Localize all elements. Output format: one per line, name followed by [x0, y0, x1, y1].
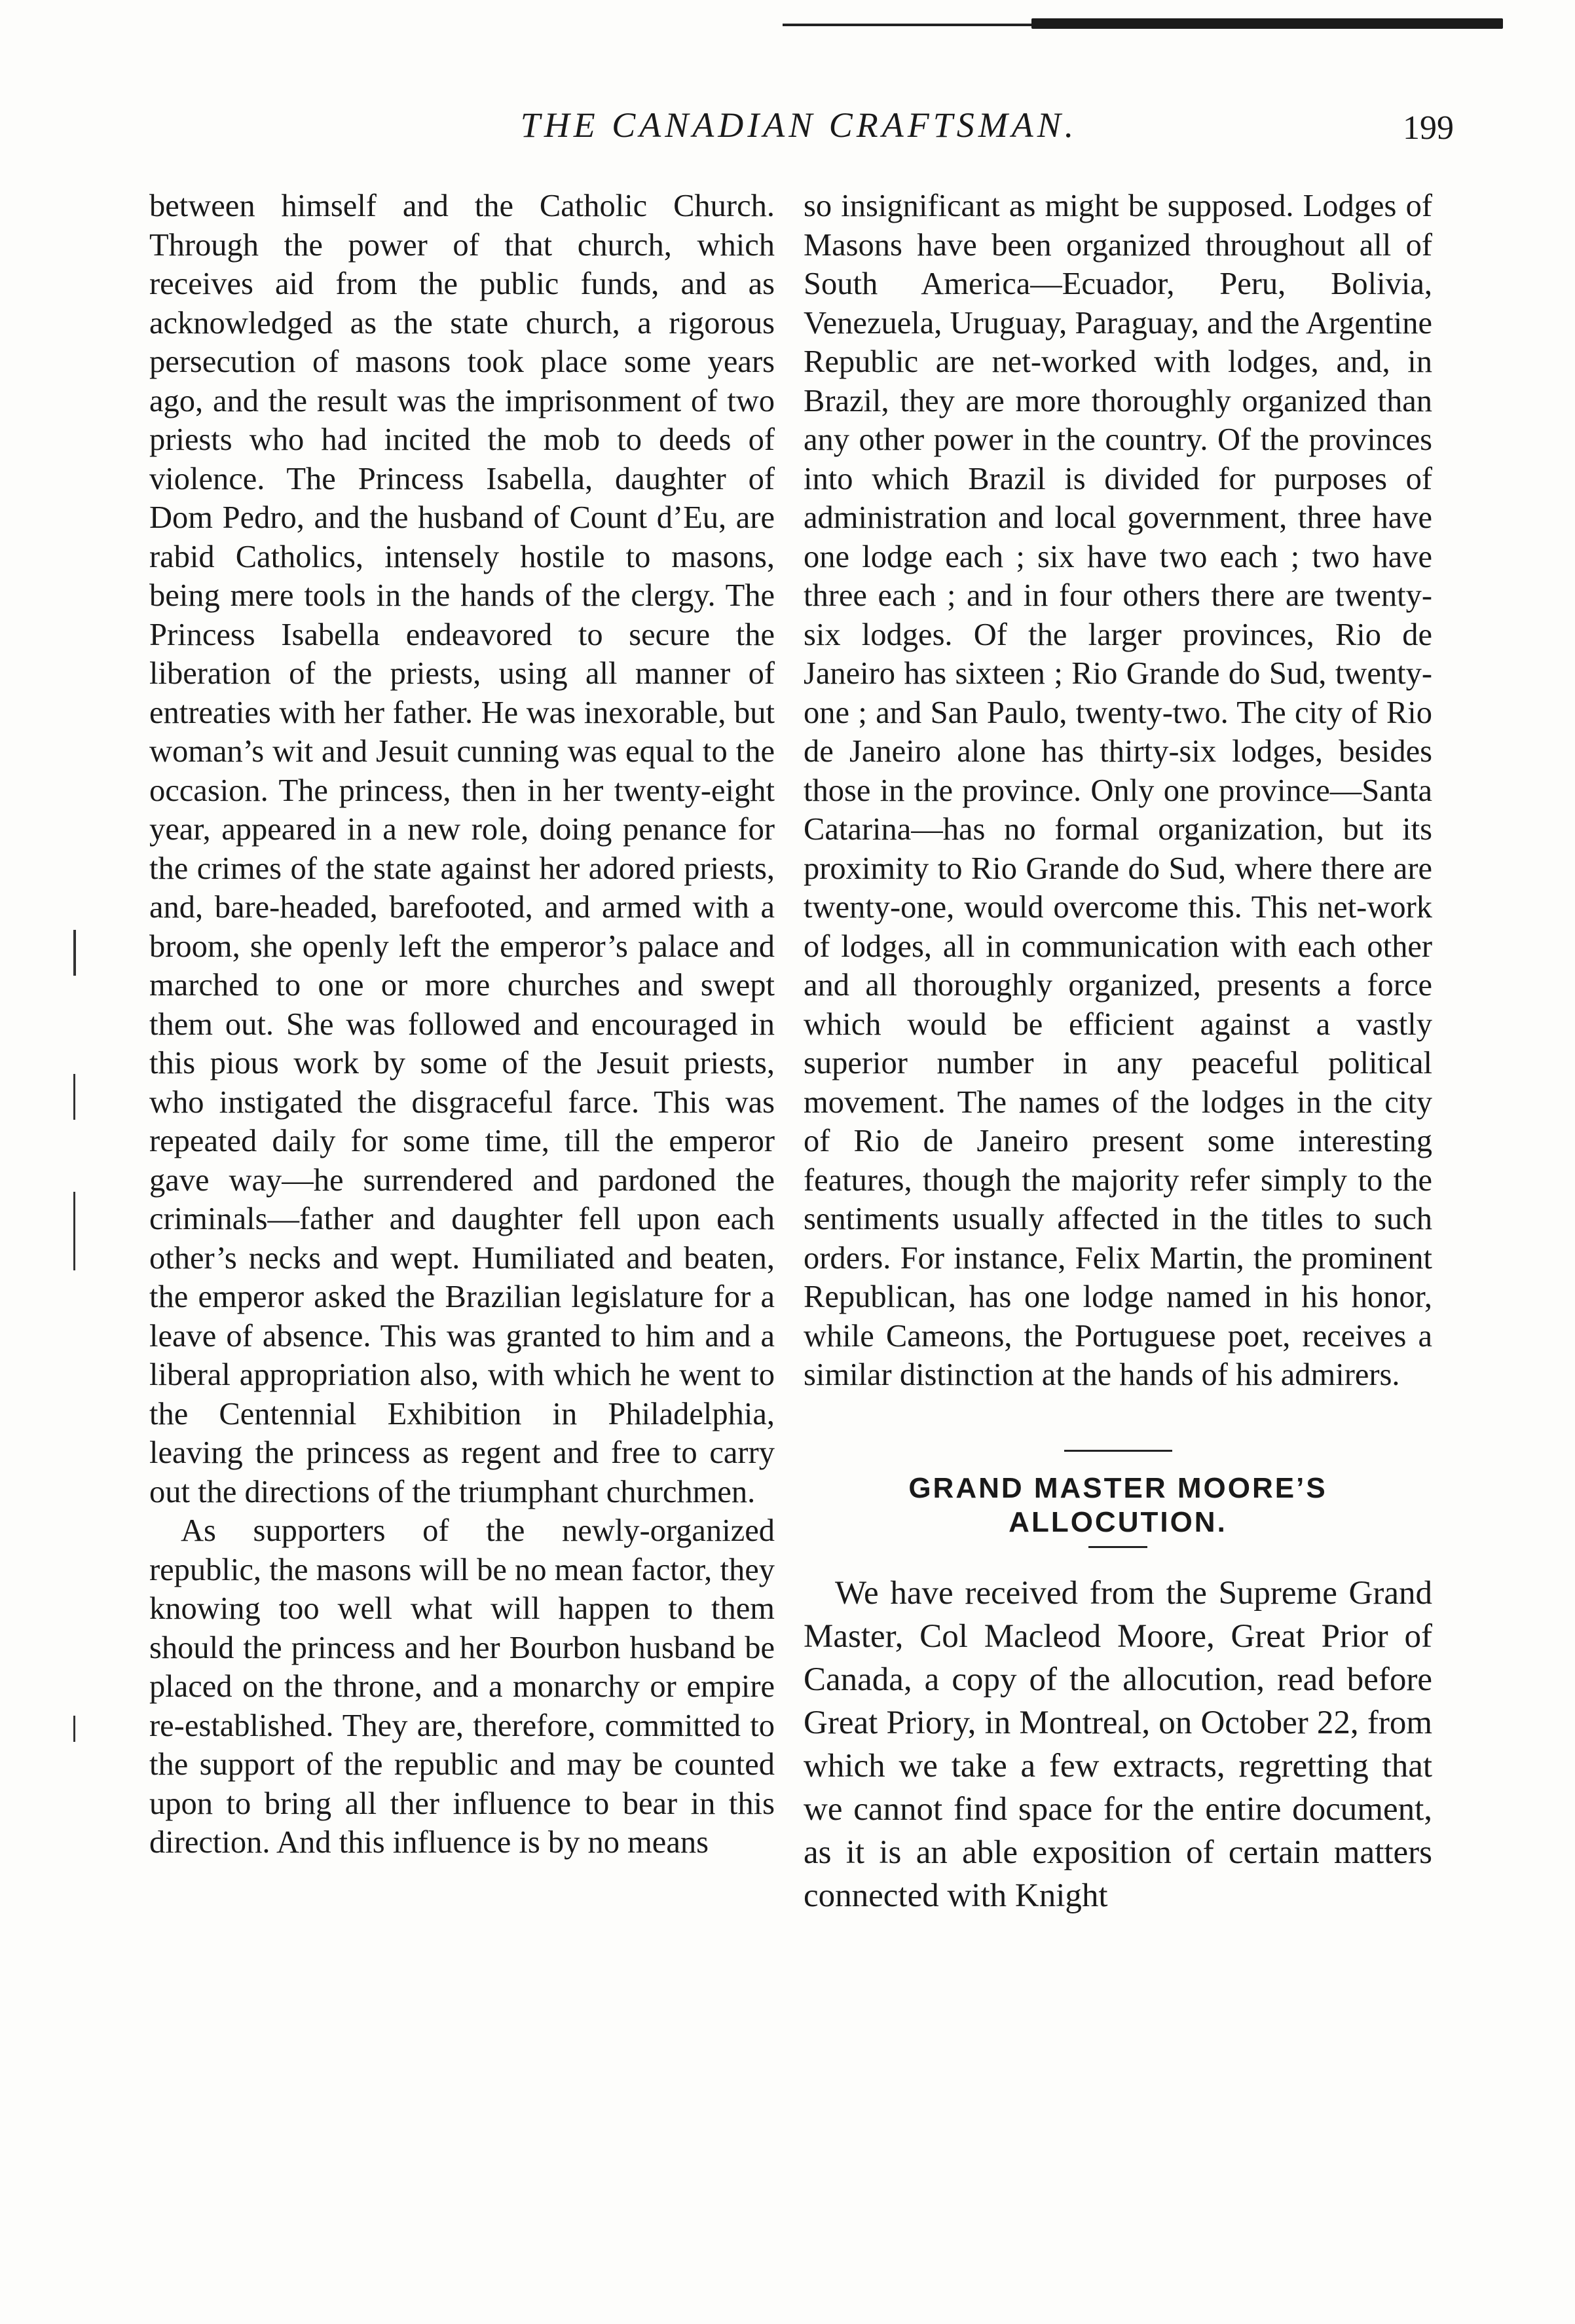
section-separator-rule [1064, 1450, 1172, 1452]
left-column [149, 187, 775, 1862]
page-number: 199 [1403, 109, 1454, 147]
left-paragraph-2: As supporters of the newly-organized republic, the masons will be no mean factor, they knowing too well what will happen to them should the princess and her Bourbon husband be placed on the throne, and a monarchy or empire re-established. They are, therefore, committed to the support of the republic and may be counted upon to bring all ther influence to bear in this direction. And this influence is by no means [149, 1513, 775, 1860]
margin-mark [73, 1192, 75, 1270]
section-heading: GRAND MASTER MOORE’S ALLOCUTION. [908, 1471, 1327, 1538]
page-header [0, 105, 1575, 164]
top-rule-thin [783, 24, 1058, 26]
top-border-rule [783, 14, 1503, 29]
right-column [804, 187, 1432, 1917]
right-paragraph-2: We have received from the Supreme Grand Master, Col Macleod Moore, Great Prior of Canada, a copy of the allocution, read before Great Priory, in Montreal, on October 22, from which we take a few extracts, regretting that we cannot find space for the entire document, as it is an able exposition of certain matters connected with Knight [804, 1574, 1432, 1914]
running-title: THE CANADIAN CRAFTSMAN. [520, 105, 1078, 145]
margin-mark [73, 1074, 75, 1120]
top-rule-thick [1031, 18, 1503, 29]
margin-mark [73, 930, 76, 976]
heading-underline-rule [1088, 1546, 1147, 1548]
right-paragraph-1: so insignificant as might be supposed. Lodges of Masons have been organized throughout all of South America—Ecuador, Peru, Bolivia, Venezuela, Uruguay, Paraguay, and the Argentine Republic are net-worked with lodges, and, in Brazil, they are more thoroughly organized than any other power in the country. Of the provinces into which Brazil is divided for purposes of administration and local government, three have one lodge each ; six have two each ; two have three each ; and in four others there are twenty-six lodges. Of the larger provinces, Rio de Janeiro has sixteen ; Rio Grande do Sud, twenty-one ; and San Paulo, twenty-two. The city of Rio de Janeiro alone has thirty-six lodges, besides those in the province. Only one province—Santa Catarina—has no formal organization, but its proximity to Rio Grande do Sud, where there are twenty-one, would overcome this. This net-work of lodges, all in communication with each other and all thoroughly organized, presents a force which would be efficient against a vastly superior number in any peaceful political movement. The names of the lodges in the city of Rio de Janeiro present some interesting features, though the majority refer simply to the sentiments usually affected in the titles to such orders. For instance, Felix Martin, the prominent Republican, has one lodge named in his honor, while Cameons, the Portuguese poet, receives a similar distinction at the hands of his admirers. [804, 189, 1432, 1392]
left-paragraph-1: between himself and the Catholic Church. Through the power of that church, which receives aid from the public funds, and as acknowledged as the state church, a rigorous persecution of masons took place some years ago, and the result was the imprisonment of two priests who had incited the mob to deeds of violence. The Princess Isabella, daughter of Dom Pedro, and the husband of Count d’Eu, are rabid Catholics, intensely hostile to masons, being mere tools in the hands of the clergy. The Princess Isabella endeavored to secure the liberation of the priests, using all manner of entreaties with her father. He was inexorable, but woman’s wit and Jesuit cunning was equal to the occasion. The princess, then in her twenty-eight year, appeared in a new role, doing penance for the crimes of the state against her adored priests, and, bare-headed, barefooted, and armed with a broom, she openly left the emperor’s palace and marched to one or more churches and swept them out. She was followed and encouraged in this pious work by some of the Jesuit priests, who instigated the disgraceful farce. This was repeated daily for some time, till the emperor gave way—he surrendered and pardoned the criminals—father and daughter fell upon each other’s necks and wept. Humiliated and beaten, the emperor asked the Brazilian legislature for a leave of absence. This was granted to him and a liberal appropriation also, with which he went to the Centennial Exhibition in Philadelphia, leaving the princess as regent and free to carry out the directions of the triumphant churchmen. [149, 189, 775, 1509]
margin-mark [73, 1716, 75, 1742]
